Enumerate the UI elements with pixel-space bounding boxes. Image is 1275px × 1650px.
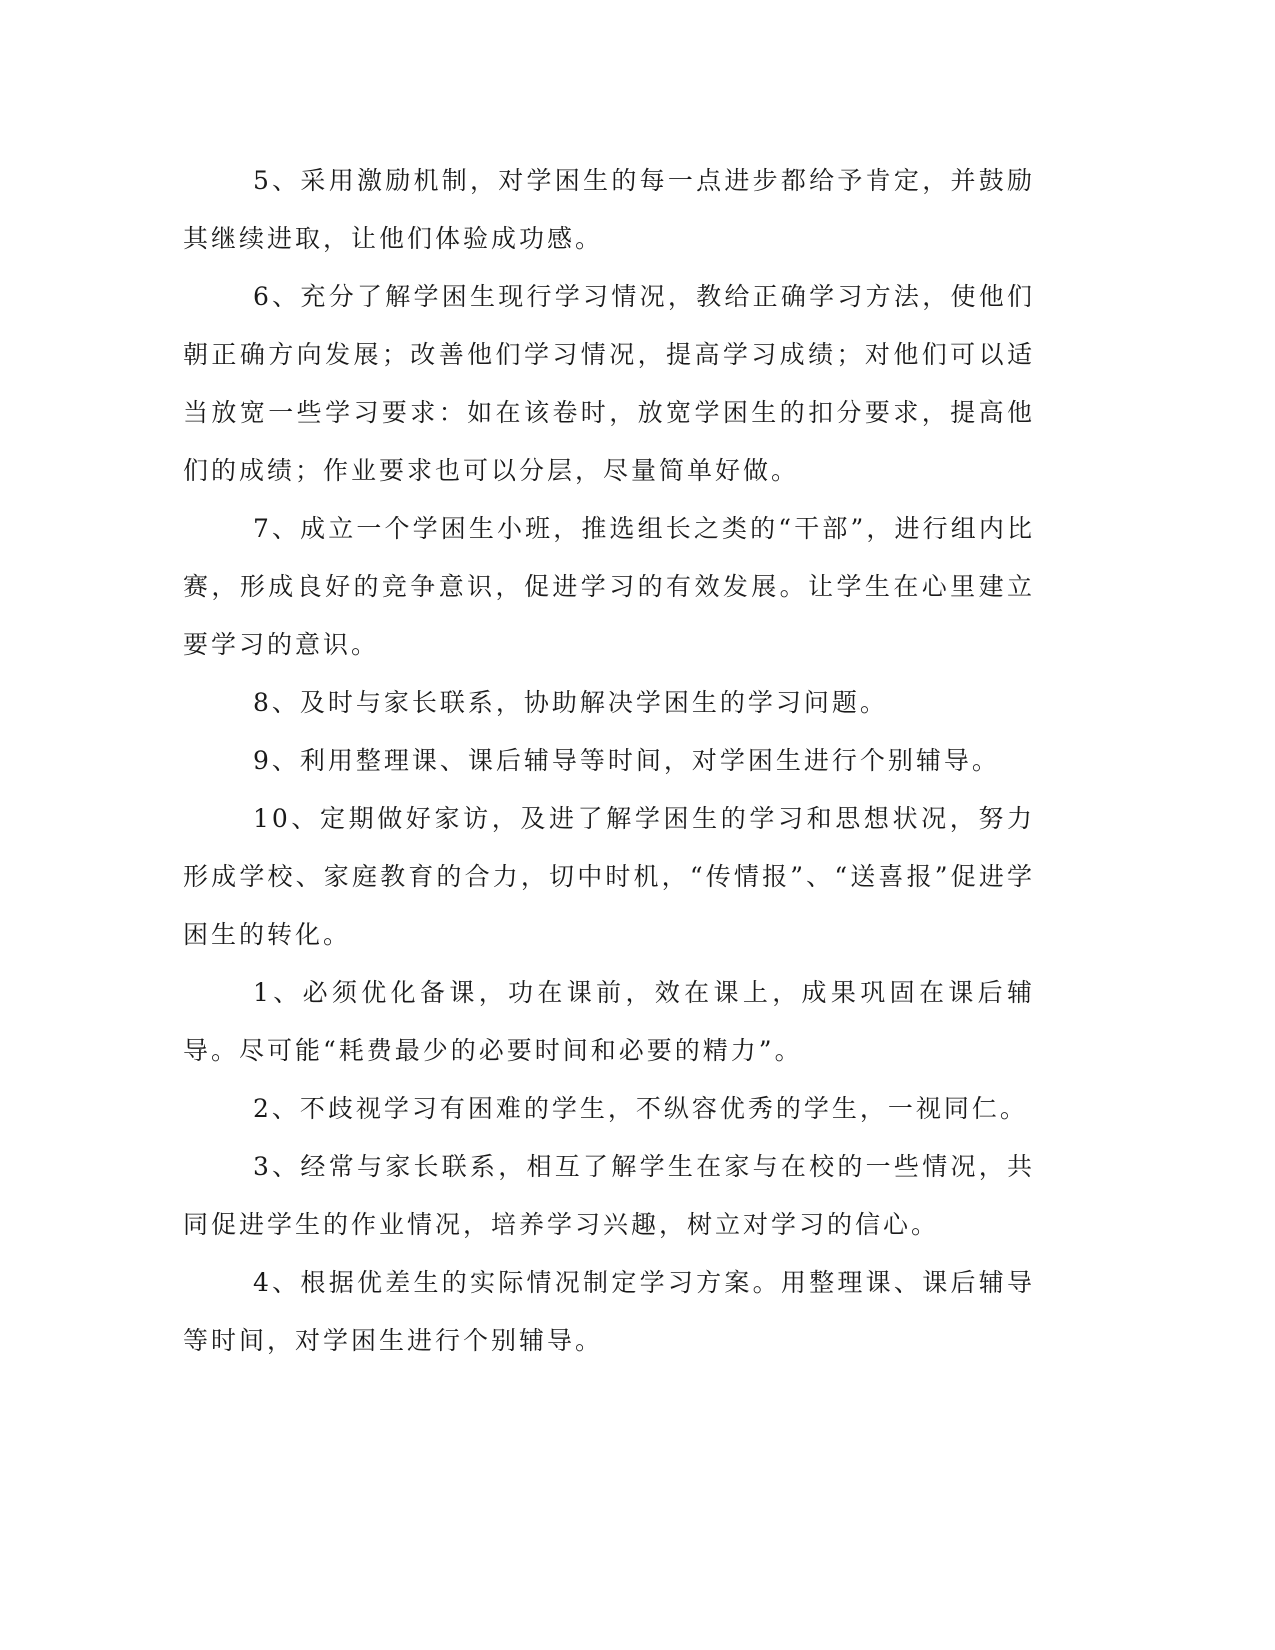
paragraph-item-2: 2、不歧视学习有困难的学生，不纵容优秀的学生，一视同仁。: [253, 1094, 1028, 1123]
paragraph-item-7: 7、成立一个学困生小班，推选组长之类的“干部”，进行组内比赛，形成良好的竞争意识，促进学习的有效发展。让学生在心里建立要学习的意识。: [183, 514, 1035, 659]
paragraph-item-6: 6、充分了解学困生现行学习情况，教给正确学习方法，使他们朝正确方向发展；改善他们学习情况，提高学习成绩；对他们可以适当放宽一些学习要求：如在该卷时，放宽学困生的扣分要求，提高他们的成绩；作业要求也可以分层，尽量简单好做。: [183, 282, 1035, 485]
paragraph-item-10: 10、定期做好家访，及进了解学困生的学习和思想状况，努力形成学校、家庭教育的合力，切中时机，“传情报”、“送喜报”促进学困生的转化。: [183, 804, 1035, 949]
paragraph-item-4: 4、根据优差生的实际情况制定学习方案。用整理课、课后辅导等时间，对学困生进行个别辅导。: [183, 1268, 1035, 1355]
document-body: [183, 152, 1035, 1370]
paragraph-item-3: 3、经常与家长联系，相互了解学生在家与在校的一些情况，共同促进学生的作业情况，培养学习兴趣，树立对学习的信心。: [183, 1152, 1035, 1239]
paragraph-item-9: 9、利用整理课、课后辅导等时间，对学困生进行个别辅导。: [253, 746, 1000, 775]
paragraph-item-5: 5、采用激励机制，对学困生的每一点进步都给予肯定，并鼓励其继续进取，让他们体验成功感。: [183, 166, 1035, 253]
paragraph-item-1: 1、必须优化备课，功在课前，效在课上，成果巩固在课后辅导。尽可能“耗费最少的必要时间和必要的精力”。: [183, 978, 1035, 1065]
paragraph-item-8: 8、及时与家长联系，协助解决学困生的学习问题。: [253, 688, 888, 717]
